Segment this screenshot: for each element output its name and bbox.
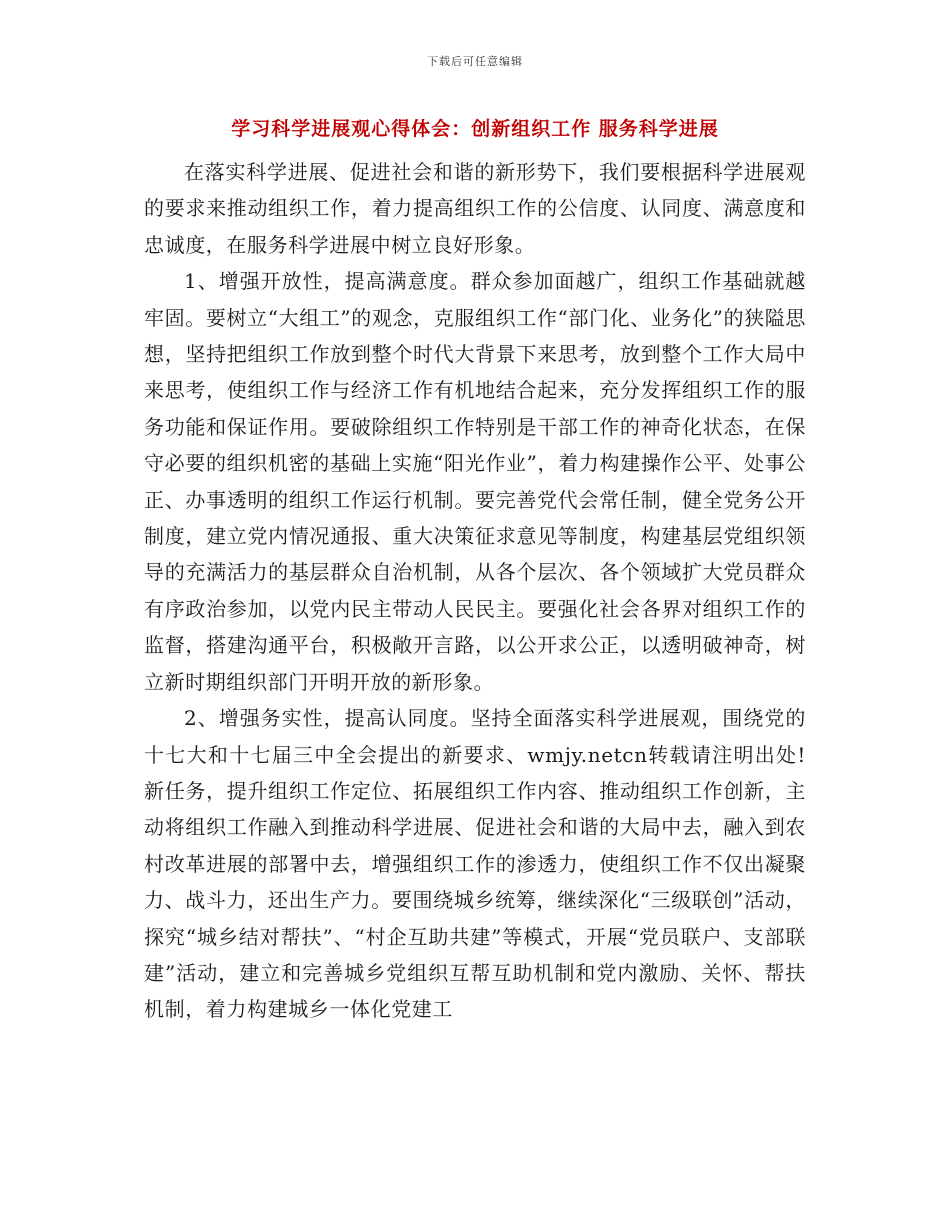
document-body <box>144 154 806 1028</box>
header-note: 下载后可任意编辑 <box>427 55 523 68</box>
paragraph-intro: 在落实科学进展、促进社会和谐的新形势下，我们要根据科学进展观的要求来推动组织工作，着力提高组织工作的公信度、认同度、满意度和忠诚度，在服务科学进展中树立良好形象。 <box>144 160 806 257</box>
paragraph-openness: 1、增强开放性，提高满意度。群众参加面越广，组织工作基础就越牢固。要树立“大组工”的观念，克服组织工作“部门化、业务化”的狭隘思想，坚持把组织工作放到整个时代大背景下来思考，放到整个工作大局中来思考，使组织工作与经济工作有机地结合起来，充分发挥组织工作的服务功能和保证作用。要破除组织工作特别是干部工作的神奇化状态，在保守必要的组织机密的基础上实施“阳光作业”，着力构建操作公平、处事公正、办事透明的组织工作运行机制。要完善党代会常任制，健全党务公开制度，建立党内情况通报、重大决策征求意见等制度，构建基层党组织领导的充满活力的基层群众自治机制，从各个层次、各个领域扩大党员群众有序政治参加，以党内民主带动人民民主。要强化社会各界对组织工作的监督，搭建沟通平台，积极敞开言路，以公开求公正，以透明破神奇，树立新时期组织部门开明开放的新形象。 <box>144 269 806 694</box>
paragraph-practicality: 2、增强务实性，提高认同度。坚持全面落实科学进展观，围绕党的十七大和十七届三中全会提出的新要求、wmjy.netcn转载请注明出处!新任务，提升组织工作定位、拓展组织工作内容、推动组织工作创新，主动将组织工作融入到推动科学进展、促进社会和谐的大局中去，融入到农村改革进展的部署中去，增强组织工作的渗透力，使组织工作不仅出凝聚力、战斗力，还出生产力。要围绕城乡统筹，继续深化“三级联创”活动，探究“城乡结对帮扶”、“村企互助共建”等模式，开展“党员联户、支部联建”活动，建立和完善城乡党组织互帮互助机制和党内激励、关怀、帮扶机制，着力构建城乡一体化党建工 <box>144 706 806 1022</box>
document-title: 学习科学进展观心得体会：创新组织工作 服务科学进展 <box>231 118 719 140</box>
